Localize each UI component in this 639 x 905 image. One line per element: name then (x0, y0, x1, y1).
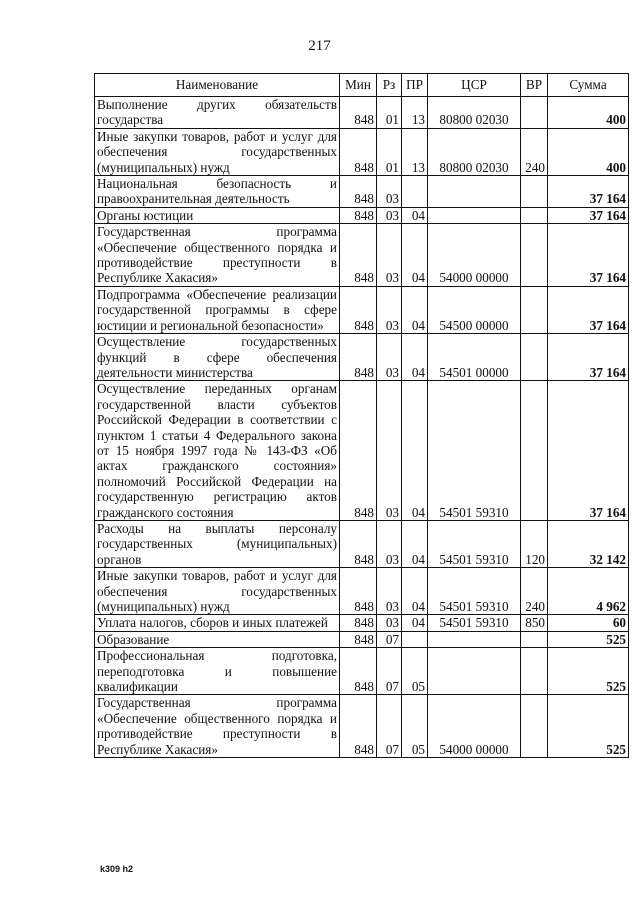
row-rz: 01 (377, 97, 402, 129)
footer-code: k309 h2 (100, 864, 134, 874)
row-sum: 37 164 (548, 381, 629, 521)
row-csr (428, 648, 521, 695)
row-pr (402, 631, 428, 647)
row-pr: 04 (402, 207, 428, 223)
row-sum: 525 (548, 631, 629, 647)
row-rz: 03 (377, 224, 402, 287)
row-name: Осуществление переданных органам государственной власти субъектов Российской Федерации в соответствии с пунктом 1 статьи 4 Федерального закона от 15 ноября 1997 года № 143-ФЗ «Об актах гражданского состояния» полномочий Российской Федерации на государственную регистрацию актов гражданского состояния (95, 381, 340, 521)
row-csr: 54501 00000 (428, 334, 521, 381)
row-vr (521, 207, 548, 223)
table-row (95, 128, 629, 175)
row-min: 848 (340, 568, 377, 615)
row-name: Уплата налогов, сборов и иных платежей (95, 615, 340, 631)
row-min: 848 (340, 648, 377, 695)
row-name: Иные закупки товаров, работ и услуг для обеспечения государственных (муниципальных) нужд (95, 128, 340, 175)
table-row (95, 334, 629, 381)
table-row (95, 176, 629, 208)
row-csr: 54000 00000 (428, 224, 521, 287)
row-name: Расходы на выплаты персоналу государственных (муниципальных) органов (95, 520, 340, 567)
table-row (95, 568, 629, 615)
row-rz: 03 (377, 615, 402, 631)
row-vr (521, 631, 548, 647)
row-rz: 07 (377, 648, 402, 695)
column-header-min: Мин (340, 74, 377, 97)
row-min: 848 (340, 128, 377, 175)
row-name: Профессиональная подготовка, переподготовка и повышение квалификации (95, 648, 340, 695)
row-min: 848 (340, 207, 377, 223)
row-rz: 03 (377, 568, 402, 615)
budget-table (94, 73, 629, 758)
row-min: 848 (340, 631, 377, 647)
row-name: Иные закупки товаров, работ и услуг для обеспечения государственных (муниципальных) нужд (95, 568, 340, 615)
row-rz: 03 (377, 334, 402, 381)
row-csr: 54501 59310 (428, 615, 521, 631)
row-sum: 37 164 (548, 286, 629, 333)
table-header-row (95, 74, 629, 97)
table-row (95, 648, 629, 695)
row-vr (521, 286, 548, 333)
row-sum: 525 (548, 648, 629, 695)
row-sum: 37 164 (548, 334, 629, 381)
row-vr: 850 (521, 615, 548, 631)
row-min: 848 (340, 381, 377, 521)
row-vr: 240 (521, 128, 548, 175)
row-csr (428, 176, 521, 208)
row-csr: 54500 00000 (428, 286, 521, 333)
row-pr: 04 (402, 224, 428, 287)
row-vr: 240 (521, 568, 548, 615)
table-row (95, 97, 629, 129)
row-min: 848 (340, 615, 377, 631)
row-min: 848 (340, 176, 377, 208)
row-name: Государственная программа «Обеспечение общественного порядка и противодействие преступности в Республике Хакасия» (95, 224, 340, 287)
row-csr: 80800 02030 (428, 97, 521, 129)
row-name: Образование (95, 631, 340, 647)
row-pr (402, 176, 428, 208)
row-rz: 07 (377, 695, 402, 758)
row-pr: 13 (402, 97, 428, 129)
row-vr (521, 97, 548, 129)
row-vr: 120 (521, 520, 548, 567)
row-min: 848 (340, 520, 377, 567)
row-csr: 54501 59310 (428, 381, 521, 521)
row-name: Осуществление государственных функций в сфере обеспечения деятельности министерства (95, 334, 340, 381)
row-sum: 525 (548, 695, 629, 758)
table-row (95, 695, 629, 758)
row-min: 848 (340, 334, 377, 381)
column-header-rz: Рз (377, 74, 402, 97)
column-header-csr: ЦСР (428, 74, 521, 97)
row-vr (521, 381, 548, 521)
row-rz: 03 (377, 207, 402, 223)
row-pr: 13 (402, 128, 428, 175)
row-pr: 04 (402, 334, 428, 381)
table-body (95, 97, 629, 758)
table-row (95, 615, 629, 631)
table-row (95, 520, 629, 567)
row-csr: 54501 59310 (428, 568, 521, 615)
row-pr: 05 (402, 695, 428, 758)
row-vr (521, 224, 548, 287)
row-pr: 05 (402, 648, 428, 695)
row-csr: 54501 59310 (428, 520, 521, 567)
table-row (95, 224, 629, 287)
column-header-pr: ПР (402, 74, 428, 97)
row-csr (428, 207, 521, 223)
row-min: 848 (340, 695, 377, 758)
row-csr (428, 631, 521, 647)
row-rz: 03 (377, 520, 402, 567)
row-csr: 80800 02030 (428, 128, 521, 175)
row-vr (521, 334, 548, 381)
row-csr: 54000 00000 (428, 695, 521, 758)
row-sum: 400 (548, 97, 629, 129)
row-min: 848 (340, 97, 377, 129)
row-rz: 03 (377, 381, 402, 521)
row-name: Органы юстиции (95, 207, 340, 223)
row-name: Национальная безопасность и правоохранительная деятельность (95, 176, 340, 208)
row-name: Государственная программа «Обеспечение общественного порядка и противодействие преступности в Республике Хакасия» (95, 695, 340, 758)
row-min: 848 (340, 286, 377, 333)
row-pr: 04 (402, 286, 428, 333)
row-min: 848 (340, 224, 377, 287)
table-row (95, 631, 629, 647)
page-number: 217 (308, 38, 331, 54)
row-sum: 4 962 (548, 568, 629, 615)
column-header-sum: Сумма (548, 74, 629, 97)
row-sum: 37 164 (548, 207, 629, 223)
column-header-vr: ВР (521, 74, 548, 97)
row-rz: 01 (377, 128, 402, 175)
column-header-name: Наименование (95, 74, 340, 97)
table-row (95, 286, 629, 333)
table-row (95, 381, 629, 521)
row-pr: 04 (402, 381, 428, 521)
row-vr (521, 176, 548, 208)
row-sum: 400 (548, 128, 629, 175)
row-pr: 04 (402, 520, 428, 567)
row-rz: 03 (377, 176, 402, 208)
row-name: Подпрограмма «Обеспечение реализации государственной программы в сфере юстиции и региональной безопасности» (95, 286, 340, 333)
row-rz: 07 (377, 631, 402, 647)
row-rz: 03 (377, 286, 402, 333)
row-pr: 04 (402, 615, 428, 631)
row-sum: 37 164 (548, 224, 629, 287)
row-sum: 32 142 (548, 520, 629, 567)
row-sum: 37 164 (548, 176, 629, 208)
row-vr (521, 648, 548, 695)
table-row (95, 207, 629, 223)
row-vr (521, 695, 548, 758)
row-name: Выполнение других обязательств государства (95, 97, 340, 129)
row-pr: 04 (402, 568, 428, 615)
row-sum: 60 (548, 615, 629, 631)
